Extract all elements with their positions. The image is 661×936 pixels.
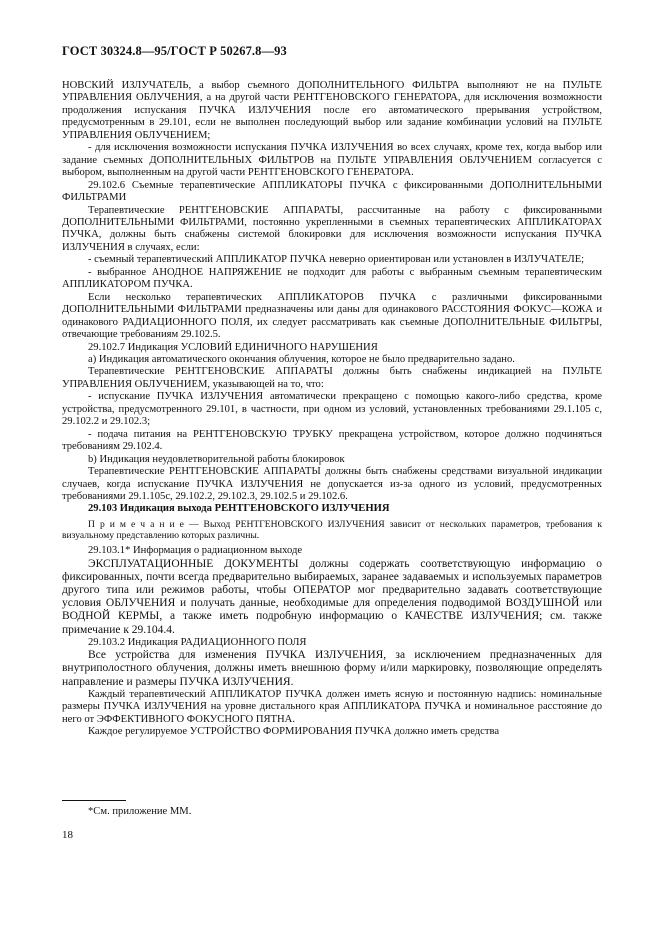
clause-heading: 29.103.1* Информация о радиационном выходе — [88, 545, 303, 557]
footnote: *См. приложение ММ. — [88, 806, 192, 817]
paragraph: Каждый терапевтический АППЛИКАТОР ПУЧКА должен иметь ясную и постоянную надпись: номинальные размеры ПУЧКА ИЗЛУЧЕНИЯ на уровне дистального края АППЛИКАТОРА ПУЧКА и номинальное расстояние до него от ЭФФЕКТИВНОГО ФОКУСНОГО ПЯТНА. — [62, 688, 602, 725]
list-item: - съемный терапевтический АППЛИКАТОР ПУЧКА неверно ориентирован или установлен в ИЗЛУЧАТЕЛЕ; — [88, 254, 585, 266]
paragraph: Терапевтические РЕНТГЕНОВСКИЕ АППАРАТЫ должны быть снабжены средствами визуальной индикации случаев, когда испускание ПУЧКА ИЗЛУЧЕНИЯ не допускается из-за одного из условий, предусмотренных требованиями 29.1.105с, 29.102.2, 29.102.3, 29.102.5 и 29.102.6. — [62, 466, 602, 502]
section-heading: 29.103 Индикация выхода РЕНТГЕНОВСКОГО ИЗЛУЧЕНИЯ — [88, 503, 390, 515]
document-body — [62, 80, 602, 739]
document-header: ГОСТ 30324.8—95/ГОСТ Р 50267.8—93 — [62, 44, 287, 58]
list-item: - выбранное АНОДНОЕ НАПРЯЖЕНИЕ не подходит для работы с выбранным съемным терапевтическим АППЛИКАТОРОМ ПУЧКА. — [62, 266, 602, 291]
clause-heading: 29.102.7 Индикация УСЛОВИЙ ЕДИНИЧНОГО НАРУШЕНИЯ — [88, 341, 378, 353]
paragraph: Терапевтические РЕНТГЕНОВСКИЕ АППАРАТЫ должны быть снабжены индикацией на ПУЛЬТЕ УПРАВЛЕНИЯ ОБЛУЧЕНИЕМ, указывающей на то, что: — [62, 366, 602, 390]
paragraph: а) Индикация автоматического окончания облучения, которое не было предварительно задано. — [88, 353, 515, 365]
list-item: - подача питания на РЕНТГЕНОВСКУЮ ТРУБКУ прекращена устройством, которое должно подчиняться требованиям 29.102.4. — [62, 428, 602, 453]
paragraph: b) Индикация неудовлетворительной работы блокировок — [88, 453, 345, 465]
clause-heading: 29.103.2 Индикация РАДИАЦИОННОГО ПОЛЯ — [88, 636, 307, 648]
list-item: - испускание ПУЧКА ИЗЛУЧЕНИЯ автоматически прекращено с помощью какого-либо средства, кроме устройства, предусмотренного 29.101, в частности, при одном из условий, установленных требованиями 29.1.105 с, 29.102.2 и 29.102.3; — [62, 391, 602, 428]
paragraph: Каждое регулируемое УСТРОЙСТВО ФОРМИРОВАНИЯ ПУЧКА должно иметь средства — [88, 726, 500, 738]
paragraph: Все устройства для изменения ПУЧКА ИЗЛУЧЕНИЯ, за исключением предназначенных для внутриполостного облучения, должны иметь внешнюю форму и/или маркировку, позволяющие определять направление и размеры ПУЧКА ИЗЛУЧЕНИЯ. — [62, 649, 602, 688]
clause-heading: 29.102.6 Съемные терапевтические АППЛИКАТОРЫ ПУЧКА с фиксированными ДОПОЛНИТЕЛЬНЫМИ ФИЛЬТРАМИ — [62, 179, 602, 204]
footnote-divider — [62, 800, 126, 801]
paragraph: Терапевтические РЕНТГЕНОВСКИЕ АППАРАТЫ, рассчитанные на работу с фиксированными ДОПОЛНИТЕЛЬНЫМИ ФИЛЬТРАМИ, постоянно укрепленными в съемных терапевтических АППЛИКАТОРАХ ПУЧКА, должны быть снабжены системой блокировки для исключения возможности испускания ПУЧКА ИЗЛУЧЕНИЯ в случаях, если: — [62, 204, 602, 253]
paragraph: ЭКСПЛУАТАЦИОННЫЕ ДОКУМЕНТЫ должны содержать соответствующую информацию о фиксированных, почти всегда предварительно выбираемых, заранее задаваемых и используемых параметров другого типа или режимов работы, чтобы ОПЕРАТОР мог предварительно задавать соответствующие условия ОБЛУЧЕНИЯ и получать данные, необходимые для определения подводимой ВОЗДУШНОЙ или ВОДНОЙ КЕРМЫ, а также иметь подробную информацию о КАЧЕСТВЕ ИЗЛУЧЕНИЯ; см. также примечание к 29.104.4. — [62, 557, 602, 636]
paragraph: - для исключения возможности испускания ПУЧКА ИЗЛУЧЕНИЯ во всех случаях, кроме тех, когда выбор или задание съемных ДОПОЛНИТЕЛЬНЫХ ФИЛЬТРОВ на ПУЛЬТЕ УПРАВЛЕНИЯ ОБЛУЧЕНИЕМ согласуется с выбором, выполненным на другой части РЕНТГЕНОВСКОГО ГЕНЕРАТОРА. — [62, 142, 602, 179]
page-number: 18 — [62, 829, 73, 841]
paragraph: Если несколько терапевтических АППЛИКАТОРОВ ПУЧКА с различными фиксированными ДОПОЛНИТЕЛЬНЫМИ ФИЛЬТРАМИ предназначены или даны для одинакового РАССТОЯНИЯ ФОКУС—КОЖА и одинакового РАДИАЦИОННОГО ПОЛЯ, их следует рассматривать как съемные ДОПОЛНИТЕЛЬНЫЕ ФИЛЬТРЫ, отвечающие требованиям 29.102.5. — [62, 291, 602, 341]
note: П р и м е ч а н и е — Выход РЕНТГЕНОВСКОГО ИЗЛУЧЕНИЯ зависит от нескольких параметров, требования к визуальному представлению которых различны. — [62, 518, 602, 542]
paragraph: НОВСКИЙ ИЗЛУЧАТЕЛЬ, а выбор съемного ДОПОЛНИТЕЛЬНОГО ФИЛЬТРА выполняют не на ПУЛЬТЕ УПРАВЛЕНИЯ ОБЛУЧЕНИЯ, а на другой части РЕНТГЕНОВСКОГО ГЕНЕРАТОРА, для исключения возможности продолжения испускания ПУЧКА ИЗЛУЧЕНИЯ после его автоматического прерывания устройством, предусмотренным в 29.101, если не выполнен последующий выбор или задание комбинации условий на ПУЛЬТЕ УПРАВЛЕНИЯ ОБЛУЧЕНИЕМ; — [62, 80, 602, 141]
